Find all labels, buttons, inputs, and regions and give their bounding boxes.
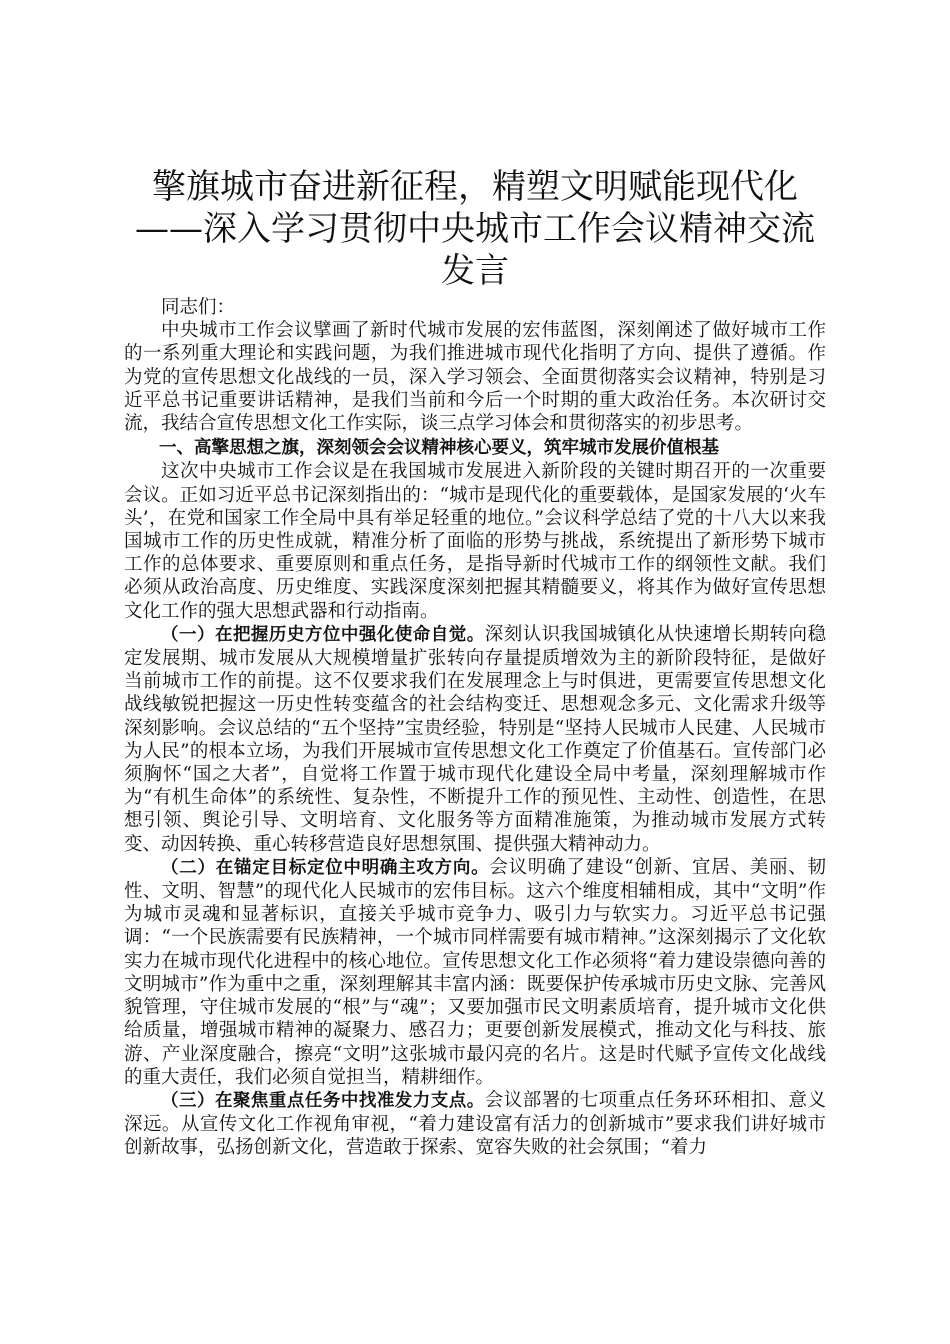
title-line-3: 发言 (441, 251, 509, 291)
subsection-1-text: 深刻认识我国城镇化从快速增长期转向稳定发展期、城市发展从大规模增量扩张转向存量提质增效为主的新阶段特征，是做好当前城市工作的前提。这不仅要求我们在发展理念上与时俱进，更需要宣传思想文化战线敏锐把握这一历史性转变蕴含的社会结构变迁、思想观念多元、文化需求升级等深刻影响。会议总结的“五个坚持”宝贵经验，特别是“坚持人民城市人民建、人民城市为人民”的根本立场，为我们开展城市宣传思想文化工作奠定了价值基石。宣传部门必须胸怀“国之大者”，自觉将工作置于城市现代化建设全局中考量，深刻理解城市作为“有机生命体”的系统性、复杂性，不断提升工作的预见性、主动性、创造性，在思想引领、舆论引导、文明培育、文化服务等方面精准施策，为推动城市发展方式转变、动因转换、重心转移营造良好思想氛围、提供强大精神动力。 (124, 623, 826, 855)
document-body (124, 296, 826, 1160)
subsection-2-paragraph (124, 856, 826, 1089)
subsection-3-lead: （三）在聚焦重点任务中找准发力支点。 (161, 1090, 485, 1111)
intro-paragraph: 中央城市工作会议擘画了新时代城市发展的宏伟蓝图，深刻阐述了做好城市工作的一系列重大理论和实践问题，为我们推进城市现代化指明了方向、提供了遵循。作为党的宣传思想文化战线的一员，深入学习领会、全面贯彻落实会议精神，特别是习近平总书记重要讲话精神，是我们当前和今后一个时期的重大政治任务。本次研讨交流，我结合宣传思想文化工作实际，谈三点学习体会和贯彻落实的初步思考。 (124, 320, 826, 435)
title-line-2: ——深入学习贯彻中央城市工作会议精神交流 (135, 209, 815, 249)
subsection-1-paragraph (124, 623, 826, 856)
section-1-paragraph: 这次中央城市工作会议是在我国城市发展进入新阶段的关键时期召开的一次重要会议。正如习近平总书记深刻指出的：“城市是现代化的重要载体，是国家发展的‘火车头’，在党和国家工作全局中具有举足轻重的地位。”会议科学总结了党的十八大以来我国城市工作的历史性成就，精准分析了面临的形势与挑战，系统提出了新形势下城市工作的总体要求、重要原则和重点任务，是指导新时代城市工作的纲领性文献。我们必须从政治高度、历史维度、实践深度深刻把握其精髓要义，将其作为做好宣传思想文化工作的强大思想武器和行动指南。 (124, 461, 826, 622)
document-title (124, 166, 826, 292)
section-1-heading: 一、高擎思想之旗，深刻领会会议精神核心要义，筑牢城市发展价值根基 (159, 438, 719, 459)
subsection-2-text: 会议明确了建设“创新、宜居、美丽、韧性、文明、智慧”的现代化人民城市的宏伟目标。这六个维度相辅相成，其中“文明”作为城市灵魂和显著标识，直接关乎城市竞争力、吸引力与软实力。习近平总书记强调：“一个民族需要有民族精神，一个城市同样需要有城市精神。”这深刻揭示了文化软实力在城市现代化进程中的核心地位。宣传思想文化工作必须将“着力建设崇德向善的文明城市”作为重中之重，深刻理解其丰富内涵：既要保护传承城市历史文脉、完善风貌管理，守住城市发展的“根”与“魂”；又要加强市民文明素质培育，提升城市文化供给质量，增强城市精神的凝聚力、感召力；更要创新发展模式，推动文化与科技、旅游、产业深度融合，擦亮“文明”这张城市最闪亮的名片。这是时代赋予宣传文化战线的重大责任，我们必须自觉担当，精耕细作。 (124, 856, 826, 1088)
document-page (124, 166, 826, 1160)
subsection-3-paragraph (124, 1089, 826, 1160)
subsection-1-lead: （一）在把握历史方位中强化使命自觉。 (161, 624, 485, 645)
title-line-1: 擎旗城市奋进新征程，精塑文明赋能现代化 (152, 167, 798, 207)
subsection-3-text: 会议部署的七项重点任务环环相扣、意义深远。从宣传文化工作视角审视，“着力建设富有活力的创新城市”要求我们讲好城市创新故事，弘扬创新文化，营造敢于探索、宽容失败的社会氛围；“着力 (124, 1089, 826, 1159)
subsection-2-lead: （二）在锚定目标定位中明确主攻方向。 (161, 857, 490, 878)
salutation: 同志们： (161, 297, 236, 318)
